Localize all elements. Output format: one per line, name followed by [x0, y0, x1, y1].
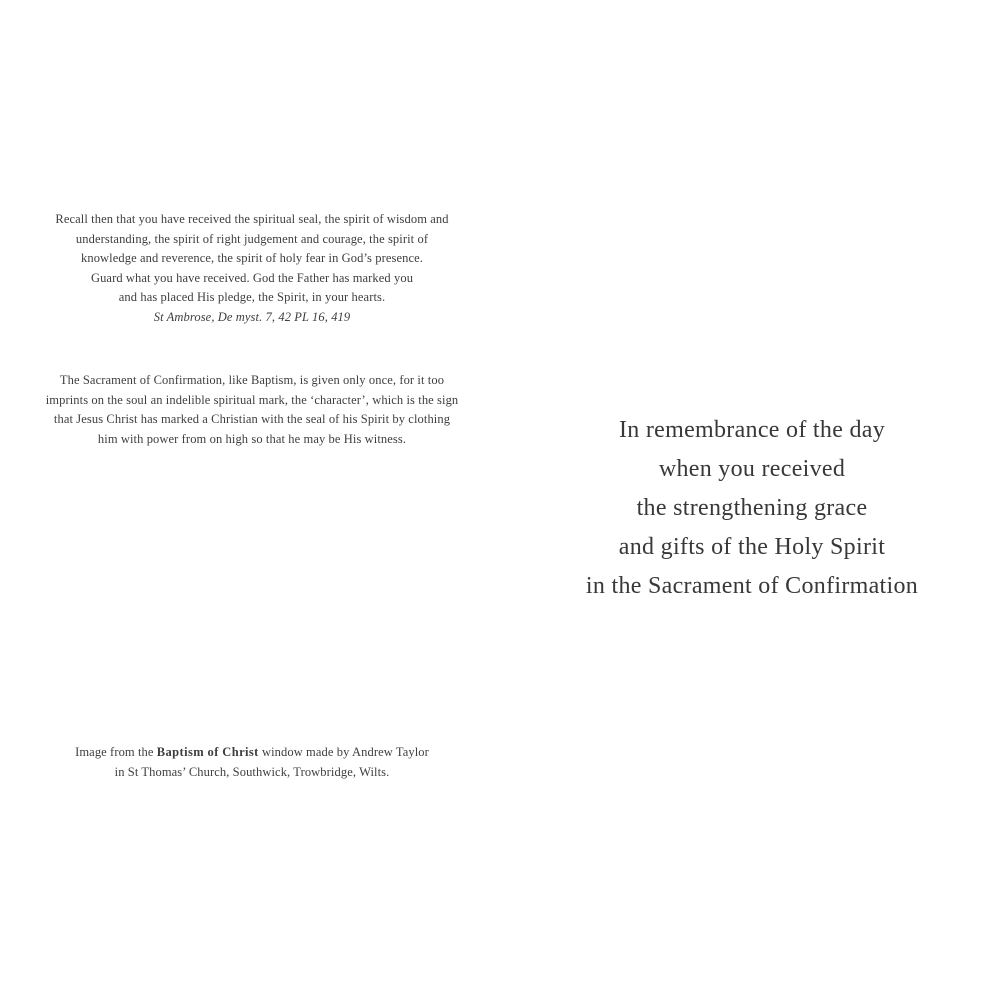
- paragraph-line: imprints on the soul an indelible spiritual mark, the ‘character’, which is the sign: [45, 392, 459, 407]
- card-right-page: [537, 0, 967, 1000]
- credit-line-2: in St Thomas’ Church, Southwick, Trowbridge, Wilts.: [114, 764, 390, 779]
- paragraph-line: The Sacrament of Confirmation, like Baptism, is given only once, for it too: [59, 373, 445, 387]
- paragraph-line: that Jesus Christ has marked a Christian with the seal of his Spirit by clothing: [53, 412, 451, 426]
- quote-line: knowledge and reverence, the spirit of holy fear in God’s presence.: [81, 251, 423, 265]
- quote-line: and has placed His pledge, the Spirit, in your hearts.: [118, 290, 386, 304]
- confirmation-paragraph-block: [28, 371, 476, 449]
- image-credit-block: [28, 743, 476, 782]
- credit-suffix: window made by Andrew Taylor: [258, 745, 429, 759]
- sentiment-line: the strengthening grace: [636, 495, 868, 521]
- quote-line: understanding, the spirit of right judgement and courage, the spirit of: [75, 231, 429, 246]
- credit-window-title: Baptism of Christ: [156, 745, 259, 759]
- paragraph-line: him with power from on high so that he may be His witness.: [97, 431, 407, 446]
- sentiment-block: [537, 411, 967, 606]
- sentiment-line: In remembrance of the day: [618, 417, 886, 443]
- sentiment-line: in the Sacrament of Confirmation: [585, 573, 919, 599]
- sentiment-line: when you received: [658, 456, 846, 482]
- quote-line: Guard what you have received. God the Father has marked you: [90, 270, 414, 285]
- quote-attribution: St Ambrose, De myst. 7, 42 PL 16, 419: [153, 309, 351, 324]
- sentiment-line: and gifts of the Holy Spirit: [618, 534, 886, 560]
- card-left-page: [28, 0, 476, 1000]
- credit-line-1: [28, 743, 476, 763]
- ambrose-quote-block: [28, 210, 476, 327]
- quote-line: Recall then that you have received the spiritual seal, the spirit of wisdom and: [55, 212, 449, 226]
- credit-prefix: Image from the: [75, 745, 157, 759]
